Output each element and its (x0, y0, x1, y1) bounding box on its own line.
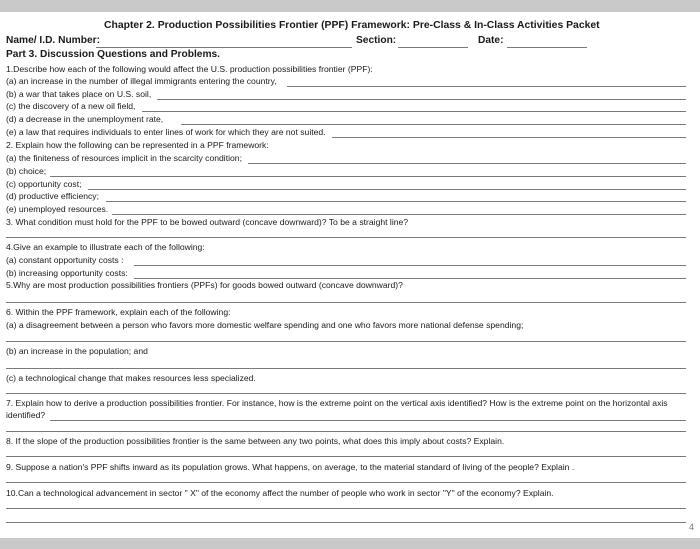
answer-line[interactable] (6, 302, 686, 303)
section-field[interactable] (398, 47, 468, 48)
answer-line[interactable] (6, 393, 686, 394)
q2-item-e: (e) unemployed resources. (6, 204, 109, 214)
answer-line[interactable] (134, 265, 686, 266)
question-8: 8. If the slope of the production possibilities frontier is the same between any two points, what does this imply about costs? Explain. (6, 436, 505, 446)
name-label: Name/ I.D. Number: (6, 35, 100, 46)
page-number: 4 (688, 522, 694, 532)
q1-item-c: (c) the discovery of a new oil field, (6, 101, 136, 111)
answer-line[interactable] (50, 176, 686, 177)
question-9: 9. Suppose a nation's PPF shifts inward as its population grows. What happens, on average, to the material standard of living of the people? Explain . (6, 462, 575, 472)
answer-line[interactable] (6, 456, 686, 457)
answer-line[interactable] (6, 431, 686, 432)
question-3: 3. What condition must hold for the PPF to be bowed outward (concave downward)? To be a straight line? (6, 217, 409, 227)
answer-line[interactable] (181, 124, 686, 125)
answer-line[interactable] (106, 201, 686, 202)
answer-line[interactable] (6, 522, 686, 523)
q1-item-a: (a) an increase in the number of illegal immigrants entering the country, (6, 76, 277, 86)
section-label: Section: (356, 35, 397, 46)
q2-item-c: (c) opportunity cost; (6, 179, 82, 189)
answer-line[interactable] (112, 214, 686, 215)
answer-line[interactable] (50, 420, 686, 421)
worksheet-page (0, 12, 700, 538)
q1-item-e: (e) a law that requires individuals to enter lines of work for which they are not suited. (6, 127, 326, 137)
answer-line[interactable] (88, 189, 686, 190)
answer-line[interactable] (6, 341, 686, 342)
answer-line[interactable] (134, 278, 686, 279)
question-10: 10.Can a technological advancement in sector " X" of the economy affect the number of people who work in sector "Y" of the economy? Explain. (6, 488, 554, 498)
part-heading: Part 3. Discussion Questions and Problems. (6, 49, 220, 60)
question-2: 2. Explain how the following can be represented in a PPF framework: (6, 140, 269, 150)
q2-item-b: (b) choice; (6, 166, 47, 176)
answer-line[interactable] (248, 163, 686, 164)
answer-line[interactable] (6, 508, 686, 509)
q1-item-d: (d) a decrease in the unemployment rate, (6, 114, 164, 124)
question-7: 7. Explain how to derive a production possibilities frontier. For instance, how is the extreme point on the vertical axis identified? How is the extreme point on the horizontal axis (6, 398, 668, 408)
q4-item-a: (a) constant opportunity costs : (6, 255, 124, 265)
q6-item-c: (c) a technological change that makes resources less specialized. (6, 373, 256, 383)
answer-line[interactable] (332, 137, 686, 138)
answer-line[interactable] (157, 99, 686, 100)
question-5: 5.Why are most production possibilities frontiers (PPFs) for goods bowed outward (concave downward)? (6, 280, 403, 290)
question-4: 4.Give an example to illustrate each of the following: (6, 242, 205, 252)
answer-line[interactable] (6, 237, 686, 238)
question-6: 6. Within the PPF framework, explain each of the following: (6, 307, 231, 317)
page-title: Chapter 2. Production Possibilities Frontier (PPF) Framework: Pre-Class & In-Class Activities Packet (104, 20, 600, 31)
answer-line[interactable] (6, 368, 686, 369)
answer-line[interactable] (142, 111, 686, 112)
question-1: 1.Describe how each of the following would affect the U.S. production possibilities frontier (PPF): (6, 64, 373, 74)
q1-item-b: (b) a war that takes place on U.S. soil, (6, 89, 152, 99)
q2-item-a: (a) the finiteness of resources implicit in the scarcity condition; (6, 153, 242, 163)
q4-item-b: (b) increasing opportunity costs: (6, 268, 128, 278)
question-7-continued: identified? (6, 410, 46, 420)
q6-item-a: (a) a disagreement between a person who favors more domestic welfare spending and one who favors more national defense spending; (6, 320, 524, 330)
q6-item-b: (b) an increase in the population; and (6, 346, 148, 356)
answer-line[interactable] (6, 482, 686, 483)
name-field[interactable] (96, 47, 352, 48)
answer-line[interactable] (287, 86, 686, 87)
date-label: Date: (478, 35, 504, 46)
date-field[interactable] (507, 47, 587, 48)
q2-item-d: (d) productive efficiency; (6, 191, 99, 201)
